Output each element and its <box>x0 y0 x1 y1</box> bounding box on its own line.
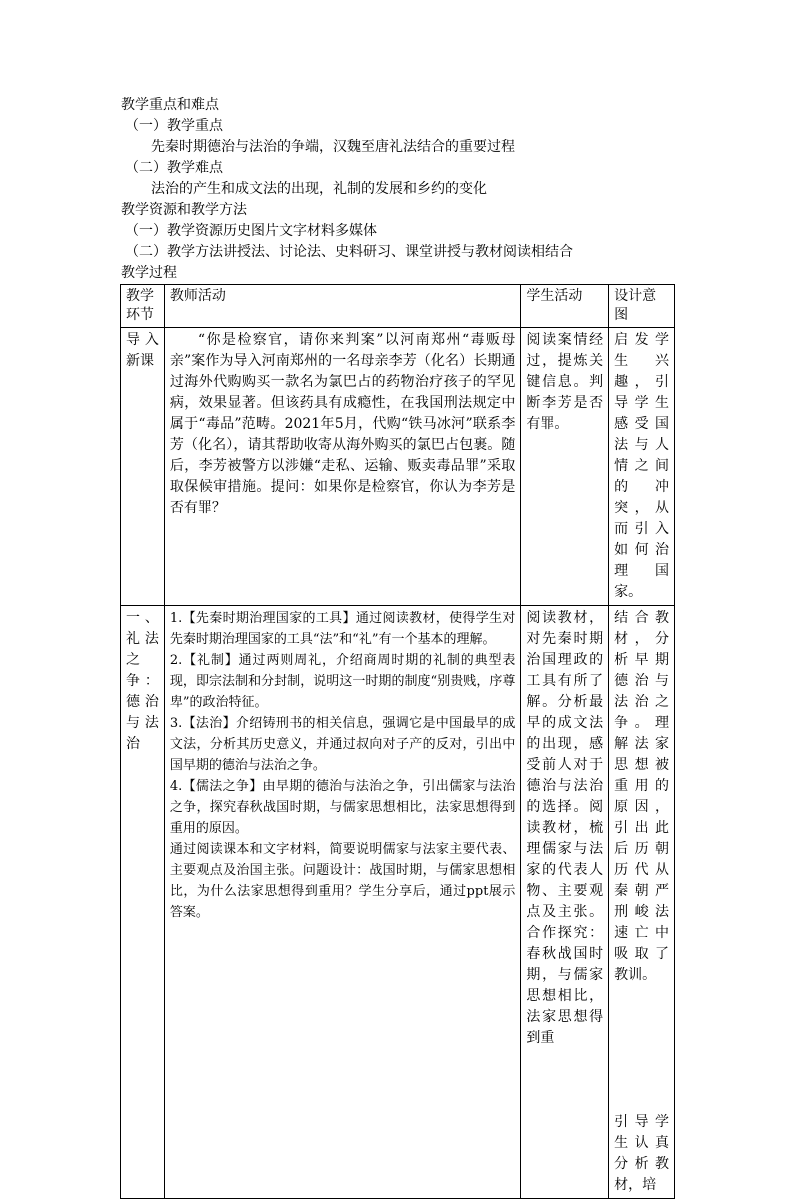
resources-heading: 教学资源和教学方法 <box>121 202 247 218</box>
stage-cell: 一、礼法之争：德治与法治 <box>121 606 165 1199</box>
difficulty-label: （二）教学难点 <box>125 160 223 176</box>
design-intent-cell: 结合教材，分析早期德治与法治之争。理解法家思想被重用的原因，引出此后历朝历代从秦朝严刑峻法速亡中吸取了教训。 引导学生认真分析教材，培 <box>609 606 675 1199</box>
teacher-item: 2.【礼制】通过两则周礼，介绍商周时期的礼制的典型表现，即宗法制和分封制，说明这一时期的制度“别贵贱，序尊卑”的政治特征。 <box>169 653 516 710</box>
teacher-item: 1.【先秦时期治理国家的工具】通过阅读教材，使得学生对先秦时期治理国家的工具“法”和“礼”有一个基本的理解。 <box>169 611 516 647</box>
key-points-heading: 教学重点和难点 <box>121 97 219 113</box>
student-activity-cell: 阅读案情经过，提炼关键信息。判断李芳是否有罪。 <box>521 328 609 606</box>
header-student: 学生活动 <box>521 285 609 328</box>
methods-line: （二）教学方法讲授法、讨论法、史料研习、课堂讲授与教材阅读相结合 <box>125 244 573 260</box>
teacher-activity-cell: “你是检察官，请你来判案”以河南郑州“毒贩母亲”案作为导入河南郑州的一名母亲李芳（化名）长期通过海外代购购买一款名为氯巴占的药物治疗孩子的罕见病，效果显著。但该药具有成瘾性，在我国刑法规定中属于“毒品”范畴。2021年5月，代购“铁马冰河”联系李芳（化名），请其帮助收寄从海外购买的氯巴占包裹。随后，李芳被警方以涉嫌“走私、运输、贩卖毒品罪”采取取保候审措施。提问：如果你是检察官，你认为李芳是否有罪？ <box>164 328 521 606</box>
table-row <box>121 606 675 1199</box>
teacher-item: 4.【儒法之争】由早期的德治与法治之争，引出儒家与法治之争，探究春秋战国时期，与儒家思想相比，法家思想得到重用的原因。 <box>169 779 516 836</box>
header-teacher: 教师活动 <box>164 285 521 328</box>
process-heading: 教学过程 <box>121 265 177 281</box>
resources-line: （一）教学资源历史图片文字材料多媒体 <box>125 223 377 239</box>
key-point-text: 先秦时期德治与法治的争端，汉魏至唐礼法结合的重要过程 <box>151 139 515 155</box>
teacher-activity-cell <box>164 606 521 1199</box>
stage-cell: 导入新课 <box>121 328 165 606</box>
table-header-row <box>121 285 675 328</box>
difficulty-text: 法治的产生和成文法的出现，礼制的发展和乡约的变化 <box>151 181 487 197</box>
text-section <box>121 95 681 284</box>
design-intent-cell: 启发学生兴趣，引导学生感受国法与人情之间的冲突，从而引入如何治理国家。 <box>609 328 675 606</box>
teaching-process-table <box>120 284 675 1199</box>
header-intent: 设计意图 <box>609 285 675 328</box>
student-activity-cell: 阅读教材，对先秦时期治国理政的工具有所了解。分析最早的成文法的出现，感受前人对于德治与法治的选择。阅读教材，梳理儒家与法家的代表人物、主要观点及主张。合作探究：春秋战国时期，与儒家思想相比，法家思想得到重 <box>521 606 609 1199</box>
key-point-label: （一）教学重点 <box>125 118 223 134</box>
teacher-item: 通过阅读课本和文字材料，简要说明儒家与法家主要代表、主要观点及治国主张。问题设计：战国时期，与儒家思想相比，为什么法家思想得到重用？学生分享后，通过ppt展示答案。 <box>169 842 516 920</box>
table-row <box>121 328 675 606</box>
header-stage: 教学环节 <box>121 285 165 328</box>
teacher-item: 3.【法治】介绍铸刑书的相关信息，强调它是中国最早的成文法，分析其历史意义，并通过叔向对子产的反对，引出中国早期的德治与法治之争。 <box>169 716 516 773</box>
